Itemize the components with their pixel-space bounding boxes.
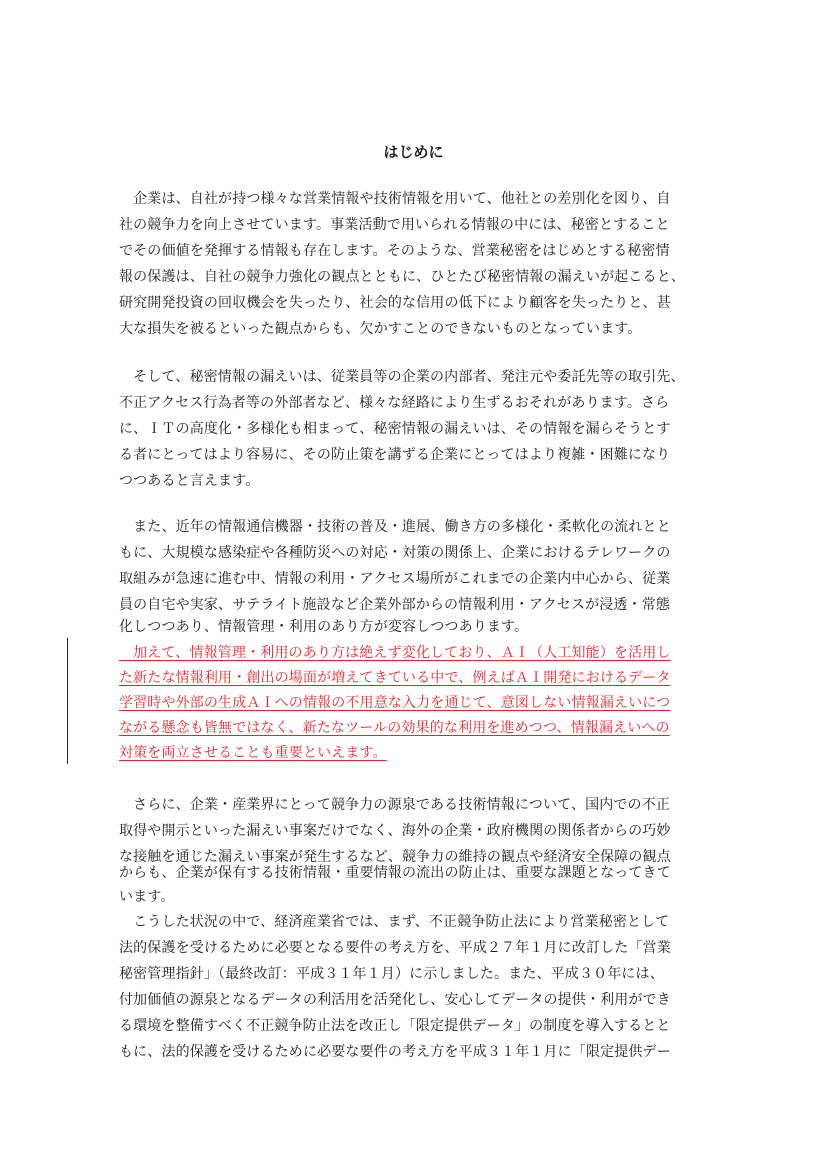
paragraph-line: 研究開発投資の回収機会を失ったり、社会的な信用の低下により顧客を失ったりと、甚 <box>119 295 671 311</box>
revised-line: 対策を両立させることも重要といえます。 <box>119 745 387 761</box>
paragraph-line: に、ＩＴの高度化・多様化も相まって、秘密情報の漏えいは、その情報を漏らそうとす <box>119 421 671 437</box>
paragraph-line: 社の競争力を向上させています。事業活動で用いられる情報の中には、秘密とすること <box>119 217 670 233</box>
paragraph-line: 企業は、自社が持つ様々な営業情報や技術情報を用いて、他社との差別化を図り、自 <box>119 191 671 207</box>
paragraph-line: こうした状況の中で、経済産業省では、まず、不正競争防止法により営業秘密として <box>119 914 670 930</box>
paragraph-line: さらに、企業・産業界にとって競争力の源泉である技術情報について、国内での不正 <box>119 797 671 813</box>
paragraph-line: 付加価値の源泉となるデータの利活用を活発化し、安心してデータの提供・利用ができ <box>119 992 671 1008</box>
paragraph-line: 取組みが急速に進む中、情報の利用・アクセス場所がこれまでの企業内中心から、従業 <box>119 571 671 587</box>
revised-line: 加えて、情報管理・利用のあり方は絶えず変化しており、ＡＩ（人工知能）を活用し <box>119 645 671 661</box>
paragraph-line: つつあると言えます。 <box>119 473 260 489</box>
page-title: はじめに <box>383 143 444 161</box>
revised-line: 学習時や外部の生成ＡＩへの情報の不用意な入力を通じて、意図しない情報漏えいにつ <box>119 695 671 711</box>
paragraph-line: 報の保護は、自社の競争力強化の観点とともに、ひとたび秘密情報の漏えいが起こると、 <box>119 269 685 285</box>
paragraph-line: 化しつつあり、情報管理・利用のあり方が変容しつつあります。 <box>119 619 529 635</box>
paragraph-line: 不正アクセス行為者等の外部者など、様々な経路により生ずるおそれがあります。さら <box>119 395 670 411</box>
paragraph-line: 取得や開示といった漏えい事案だけでなく、海外の企業・政府機関の関係者からの巧妙 <box>119 823 671 839</box>
paragraph-line: からも、企業が保有する技術情報・重要情報の流出の防止は、重要な課題となってきて <box>119 865 671 881</box>
paragraph-line: な接触を通じた漏えい事案が発生するなど、競争力の維持の観点や経済安全保障の観点 <box>119 849 671 865</box>
paragraph-line: そして、秘密情報の漏えいは、従業員等の企業の内部者、発注元や委託先等の取引先、 <box>119 369 685 385</box>
paragraph-line: また、近年の情報通信機器・技術の普及・進展、働き方の多様化・柔軟化の流れとと <box>119 519 671 535</box>
revised-line: た新たな情報利用・創出の場面が増えてきている中で、例えばＡＩ開発におけるデータ <box>119 670 671 686</box>
paragraph-line: もに、法的保護を受けるために必要な要件の考え方を平成３１年１月に「限定提供デー <box>119 1044 671 1060</box>
paragraph-line: います。 <box>119 889 175 905</box>
paragraph-line: 秘密管理指針」（最終改訂：平成３１年１月）に示しました。また、平成３０年には、 <box>119 966 664 982</box>
revised-line: ながる懸念も皆無ではなく、新たなツールの効果的な利用を進めつつ、情報漏えいへの <box>119 720 670 736</box>
paragraph-line: 法的保護を受けるために必要となる要件の考え方を、平成２７年１月に改訂した「営業 <box>119 940 671 956</box>
paragraph-line: る環境を整備すべく不正競争防止法を改正し「限定提供データ」の制度を導入するとと <box>119 1018 671 1034</box>
paragraph-line: 員の自宅や実家、サテライト施設など企業外部からの情報利用・アクセスが浸透・常態 <box>119 597 671 613</box>
revision-change-bar <box>67 638 68 764</box>
paragraph-line: もに、大規模な感染症や各種防災への対応・対策の関係上、企業におけるテレワークの <box>119 545 671 561</box>
paragraph-line: る者にとってはより容易に、その防止策を講ずる企業にとってはより複雑・困難になり <box>119 447 671 463</box>
paragraph-line: でその価値を発揮する情報も存在します。そのような、営業秘密をはじめとする秘密情 <box>119 243 670 259</box>
paragraph-line: 大な損失を被るといった観点からも、欠かすことのできないものとなっています。 <box>119 321 642 337</box>
